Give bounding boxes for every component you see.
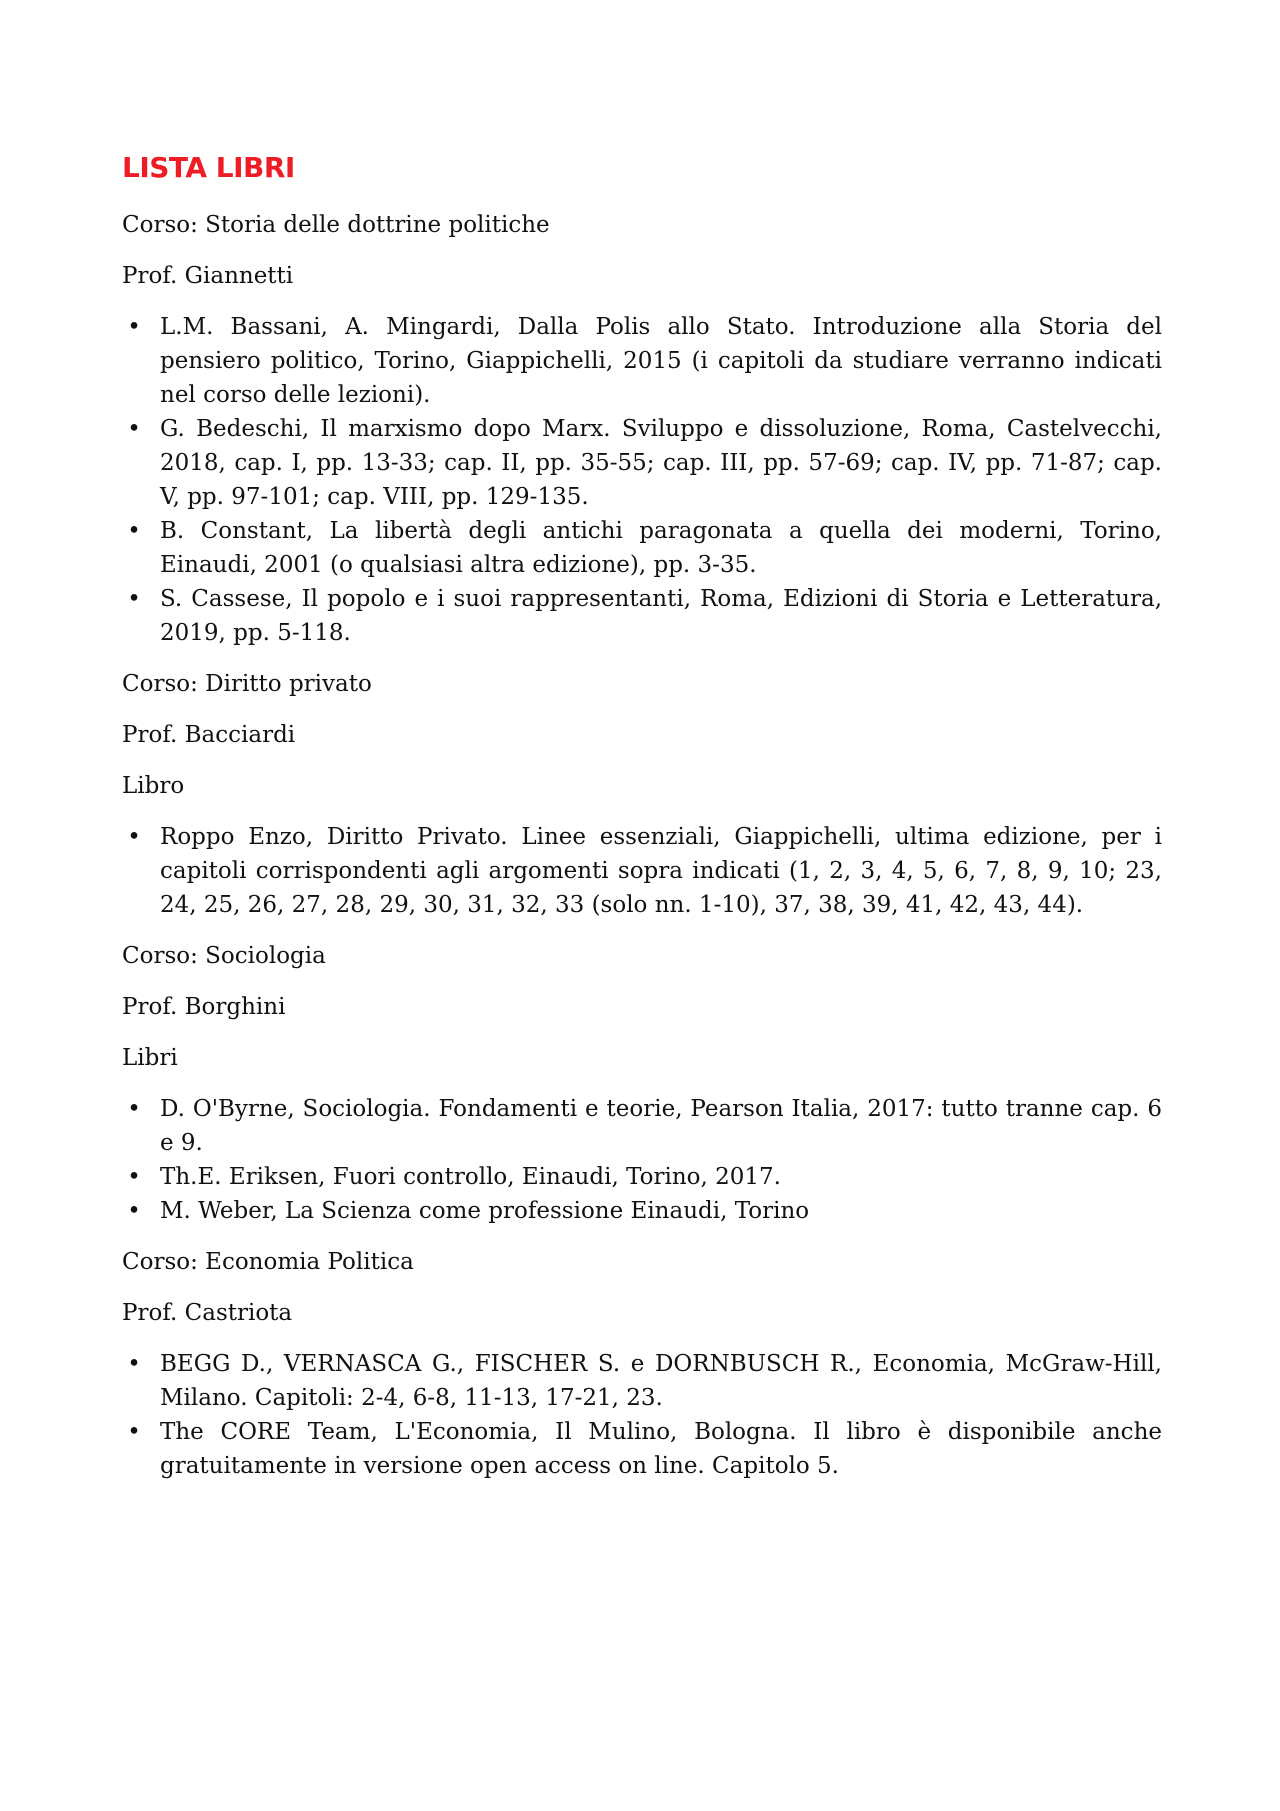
book-list-item: [122, 1092, 1162, 1160]
professor-name: Prof. Giannetti: [122, 263, 294, 289]
books-label: Libro: [122, 773, 185, 799]
book-list-item: [122, 514, 1162, 582]
book-list-item: [122, 1194, 1162, 1228]
book-reference: Roppo Enzo, Diritto Privato. Linee essenziali, Giappichelli, ultima edizione, per i capitoli corrispondenti agli argomenti sopra indicati (1, 2, 3, 4, 5, 6, 7, 8, 9, 10; 23, 24, 25, 26, 27, 28, 29, 30, 31, 32, 33 (solo nn. 1-10), 37, 38, 39, 41, 42, 43, 44).: [160, 824, 1162, 918]
bullet-icon: •: [127, 1198, 141, 1224]
book-reference: G. Bedeschi, Il marxismo dopo Marx. Sviluppo e dissoluzione, Roma, Castelvecchi, 2018, cap. I, pp. 13-33; cap. II, pp. 35-55; cap. III, pp. 57-69; cap. IV, pp. 71-87; cap. V, pp. 97-101; cap. VIII, pp. 129-135.: [160, 416, 1162, 510]
book-reference: D. O'Byrne, Sociologia. Fondamenti e teorie, Pearson Italia, 2017: tutto tranne cap. 6 e 9.: [160, 1096, 1162, 1156]
book-list-item: [122, 1347, 1162, 1415]
document-page: [122, 150, 1162, 1500]
document-title: LISTA LIBRI: [122, 151, 295, 184]
book-reference: S. Cassese, Il popolo e i suoi rappresentanti, Roma, Edizioni di Storia e Letteratura, 2019, pp. 5-118.: [160, 586, 1162, 646]
course-section: [122, 1245, 1162, 1483]
book-list-item: [122, 310, 1162, 412]
bullet-icon: •: [127, 586, 141, 612]
course-section: [122, 939, 1162, 1228]
course-list: [122, 208, 1162, 1483]
bullet-icon: •: [127, 824, 141, 850]
bullet-icon: •: [127, 314, 141, 340]
bullet-icon: •: [127, 416, 141, 442]
course-name: Corso: Economia Politica: [122, 1249, 414, 1275]
bullet-icon: •: [127, 1419, 141, 1445]
book-list-item: [122, 1415, 1162, 1483]
book-reference: Th.E. Eriksen, Fuori controllo, Einaudi, Torino, 2017.: [160, 1164, 781, 1190]
bullet-icon: •: [127, 518, 141, 544]
book-list: [122, 1347, 1162, 1483]
book-list: [122, 310, 1162, 650]
book-reference: B. Constant, La libertà degli antichi paragonata a quella dei moderni, Torino, Einaudi, 2001 (o qualsiasi altra edizione), pp. 3-35.: [160, 518, 1162, 578]
bullet-icon: •: [127, 1096, 141, 1122]
book-reference: L.M. Bassani, A. Mingardi, Dalla Polis allo Stato. Introduzione alla Storia del pensiero politico, Torino, Giappichelli, 2015 (i capitoli da studiare verranno indicati nel corso delle lezioni).: [160, 314, 1162, 408]
professor-name: Prof. Borghini: [122, 994, 286, 1020]
professor-name: Prof. Castriota: [122, 1300, 293, 1326]
bullet-icon: •: [127, 1164, 141, 1190]
course-section: [122, 667, 1162, 922]
book-list-item: [122, 582, 1162, 650]
professor-name: Prof. Bacciardi: [122, 722, 296, 748]
bullet-icon: •: [127, 1351, 141, 1377]
book-list: [122, 820, 1162, 922]
book-reference: The CORE Team, L'Economia, Il Mulino, Bologna. Il libro è disponibile anche gratuitamente in versione open access on line. Capitolo 5.: [160, 1419, 1162, 1479]
course-section: [122, 208, 1162, 650]
books-label: Libri: [122, 1045, 178, 1071]
book-list-item: [122, 1160, 1162, 1194]
course-name: Corso: Sociologia: [122, 943, 326, 969]
course-name: Corso: Storia delle dottrine politiche: [122, 212, 550, 238]
book-list: [122, 1092, 1162, 1228]
book-list-item: [122, 820, 1162, 922]
book-list-item: [122, 412, 1162, 514]
book-reference: BEGG D., VERNASCA G., FISCHER S. e DORNBUSCH R., Economia, McGraw-Hill, Milano. Capitoli: 2-4, 6-8, 11-13, 17-21, 23.: [160, 1351, 1162, 1411]
course-name: Corso: Diritto privato: [122, 671, 372, 697]
book-reference: M. Weber, La Scienza come professione Einaudi, Torino: [160, 1198, 810, 1224]
